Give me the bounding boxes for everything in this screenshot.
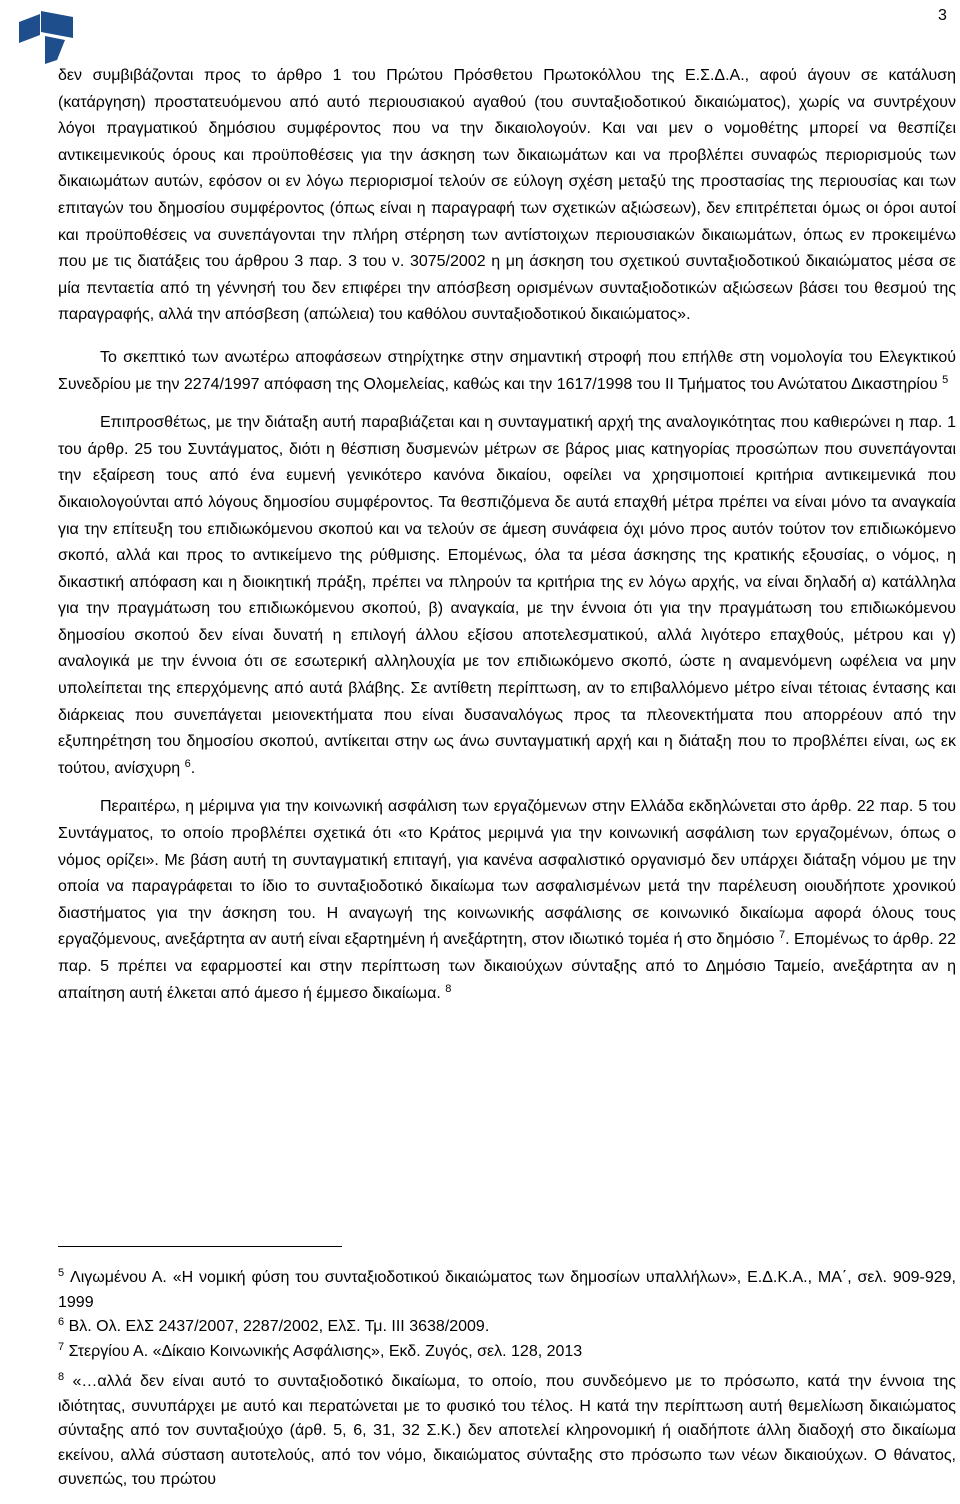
paragraph-1: δεν συμβιβάζονται προς το άρθρο 1 του Πρώτου Πρόσθετου Πρωτοκόλλου της Ε.Σ.Δ.Α., αφού άγουν σε κατάλυση (κατάργηση) προστατευόμενου από αυτό περιουσιακού αγαθού (του συνταξιοδοτικού δικαιώματος), χωρίς να συντρέχουν λόγοι πραγματικού δημόσιου συμφέροντος που να την δικαιολογούν. Και ναι μεν ο νομοθέτης μπορεί να θεσπίζει αντικειμενικούς όρους και προϋποθέσεις για την άσκηση των δικαιωμάτων και να προβλέπει συναφώς περιορισμούς των δικαιωμάτων αυτών, εφόσον οι εν λόγω περιορισμοί τελούν σε εύλογη σχέση μεταξύ της προστασίας της περιουσίας και των επιταγών του δημοσίου συμφέροντος (όπως είναι η παραγραφή των σχετικών αξιώσεων), δεν επιτρέπεται όμως οι όροι αυτοί και προϋποθέσεις να συνεπάγονται την πλήρη στέρηση των αντίστοιχων περιουσιακών δικαιωμάτων, όπως εν προκειμένω που με τις διατάξεις του άρθρου 3 παρ. 3 του ν. 3075/2002 η μη άσκηση του σχετικού συνταξιοδοτικού δικαιώματος μέσα σε μία πενταετία από τη γέννησή του δεν επιφέρει την απόσβεση ορισμένων συνταξιοδοτικών αξιώσεων βάσει του θεσμού της παραγραφής, αλλά την απόσβεση (απώλεια) του καθόλου συνταξιοδοτικού δικαιώματος».	[58, 67, 956, 324]
footnote-6: $^6$ Βλ. Ολ. ΕλΣ 2437/2007, 2287/2002, ΕλΣ. Τμ. ΙΙΙ 3638/2009.	[58, 1316, 490, 1335]
footnote-8: $^8$ «…αλλά δεν είναι αυτό το συνταξιοδοτικό δικαίωμα, το οποίο, που συνδεόμενο με το πρόσωπο, κατά την έννοια της ιδιότητας, συνυπάρχει με αυτό και περατώνεται με το φυσικό του τέλος. Η κατά την περίπτωση αυτή θεμελίωση δικαιώματος σύνταξης από τον συνταξιούχο (άρθ. 5, 6, 31, 32 Σ.Κ.) δεν αποτελεί κληρονομική ή οιαδήποτε άλλη διαδοχή στο δικαίωμα εκείνου, αλλά σύσταση αυτοτελούς, από τον νόμο, δικαιώματος σύνταξης στο πρόσωπο των νέων δικαιούχων. Ο θάνατος, συνεπώς, του πρώτου	[58, 1371, 957, 1488]
footnotes	[58, 1266, 956, 1493]
footnote-7: $^7$ Στεργίου Α. «Δίκαιο Κοινωνικής Ασφάλισης», Εκδ. Ζυγός, σελ. 128, 2013	[58, 1340, 583, 1360]
footnote-ref-6[interactable]: 6	[184, 757, 191, 770]
footnote-number: 6	[58, 1316, 65, 1328]
document-logo-icon	[16, 8, 76, 66]
footnote-ref-7[interactable]: 7	[778, 929, 786, 942]
footnote-ref-5[interactable]: 5	[942, 373, 949, 386]
page-number: 3	[938, 7, 947, 24]
footnote-separator	[58, 1246, 342, 1247]
paragraph-2: Το σκεπτικό των ανωτέρω αποφάσεων στηρίχτηκε στην σημαντική στροφή που επήλθε στη νομολογία του Ελεγκτικού Συνεδρίου με την 2274/1997 απόφαση της Ολομελείας, καθώς και την 1617/1998 του ΙΙ Τμήματος του Ανώτατου Δικαστηρίου $^5$	[58, 348, 956, 393]
footnote-number: 8	[58, 1371, 65, 1383]
paragraph-3: Επιπροσθέτως, με την διάταξη αυτή παραβιάζεται και η συνταγματική αρχή της αναλογικότητας που καθιερώνει η παρ. 1 του άρθρ. 25 του Συντάγματος, διότι η θέσπιση δυσμενών μέτρων σε βάρος μιας κατηγορίας προσώπων που συνεπάγονται την εξαίρεση τους από ένα ευμενή γενικότερο κανόνα δικαίου, οφείλει να χρησιμοποιεί κριτήρια αντικειμενικά που δικαιολογούνται από λόγους δημοσίου συμφέροντος. Τα θεσπιζόμενα δε αυτά επαχθή μέτρα πρέπει να είναι μόνο τα αναγκαία για την επίτευξη του επιδιωκόμενου σκοπού και να τελούν σε άμεση συνάφεια όχι μόνο προς αυτόν τούτον τον επιδιωκόμενο σκοπό, αλλά και προς το αντικείμενο της ρύθμισης. Επομένως, όλα τα μέσα άσκησης της κρατικής εξουσίας, ο νόμος, η δικαστική απόφαση και η διοικητική πράξη, πρέπει να πληρούν τα κριτήρια της εν λόγω αρχής, να είναι δηλαδή α) κατάλληλα για την πραγμάτωση του επιδιωκόμενου σκοπού, β) αναγκαία, με την έννοια ότι για την πραγμάτωση του επιδιωκόμενου δημοσίου σκοπού δεν είναι δυνατή η επιλογή άλλου εξίσου αποτελεσματικού, αλλά λιγότερο επαχθούς, μέτρου και γ) αναλογικά με την έννοια ότι σε εσωτερική αλληλουχία με τον επιδιωκόμενο σκοπό, ώστε η αναμενόμενη ωφέλεια να μην υπολείπεται της επερχόμενης από αυτά βλάβης. Σε αντίθετη περίπτωση, αν το επιβαλλόμενο μέτρο είναι τέτοιας έντασης και διάρκειας που συνεπάγεται μειονεκτήματα που είναι δυσαναλόγως προς τα πλεονεκτήματα που απορρέουν από την εξυπηρέτηση του δημοσίου σκοπού, αντίκειται στην ως άνω συνταγματική αρχή και η διάταξη που το προβλέπει είναι, ως εκ τούτου, ανίσχυρη $^6$.	[58, 414, 956, 777]
document-body	[58, 63, 956, 1007]
footnote-number: 5	[58, 1267, 65, 1279]
footnote-number: 7	[58, 1340, 65, 1353]
footnote-5: $^5$ Λιγωμένου Α. «Η νομική φύση του συνταξιοδοτικού δικαιώματος των δημοσίων υπαλλήλων», Ε.Δ.Κ.Α., ΜΑ΄, σελ. 909-929, 1999	[58, 1267, 956, 1311]
footnote-ref-8[interactable]: 8	[445, 982, 452, 995]
paragraph-4: Περαιτέρω, η μέριμνα για την κοινωνική ασφάλιση των εργαζόμενων στην Ελλάδα εκδηλώνεται στο άρθρ. 22 παρ. 5 του Συντάγματος, το οποίο προβλέπει σχετικά ότι «το Κράτος μεριμνά για την κοινωνική ασφάλιση των εργαζομένων, όπως ο νόμος ορίζει». Με βάση αυτή τη συνταγματική επιταγή, για κανένα ασφαλιστικό οργανισμό δεν υπάρχει διάταξη νόμου με την οποία να παραγράφεται το ίδιο το συνταξιοδοτικό δικαίωμα των ασφαλισμένων μετά την παρέλευση οιουδήποτε χρονικού διαστήματος για την άσκηση του. Η αναγωγή της κοινωνικής ασφάλισης σε κοινωνικό δικαίωμα αφορά όλους τους εργαζόμενους, ανεξάρτητα αν αυτή είναι εξαρτημένη ή ανεξάρτητη, στον ιδιωτικό τομέα ή στο δημόσιο $^7$. Επομένως το άρθρ. 22 παρ. 5 πρέπει να εφαρμοστεί και στην περίπτωση των δικαιούχων σύνταξης από το Δημόσιο Ταμείο, ανεξάρτητα αν η απαίτηση αυτή έλκεται από άμεσο ή έμμεσο δικαίωμα. $^8$	[58, 798, 956, 1002]
